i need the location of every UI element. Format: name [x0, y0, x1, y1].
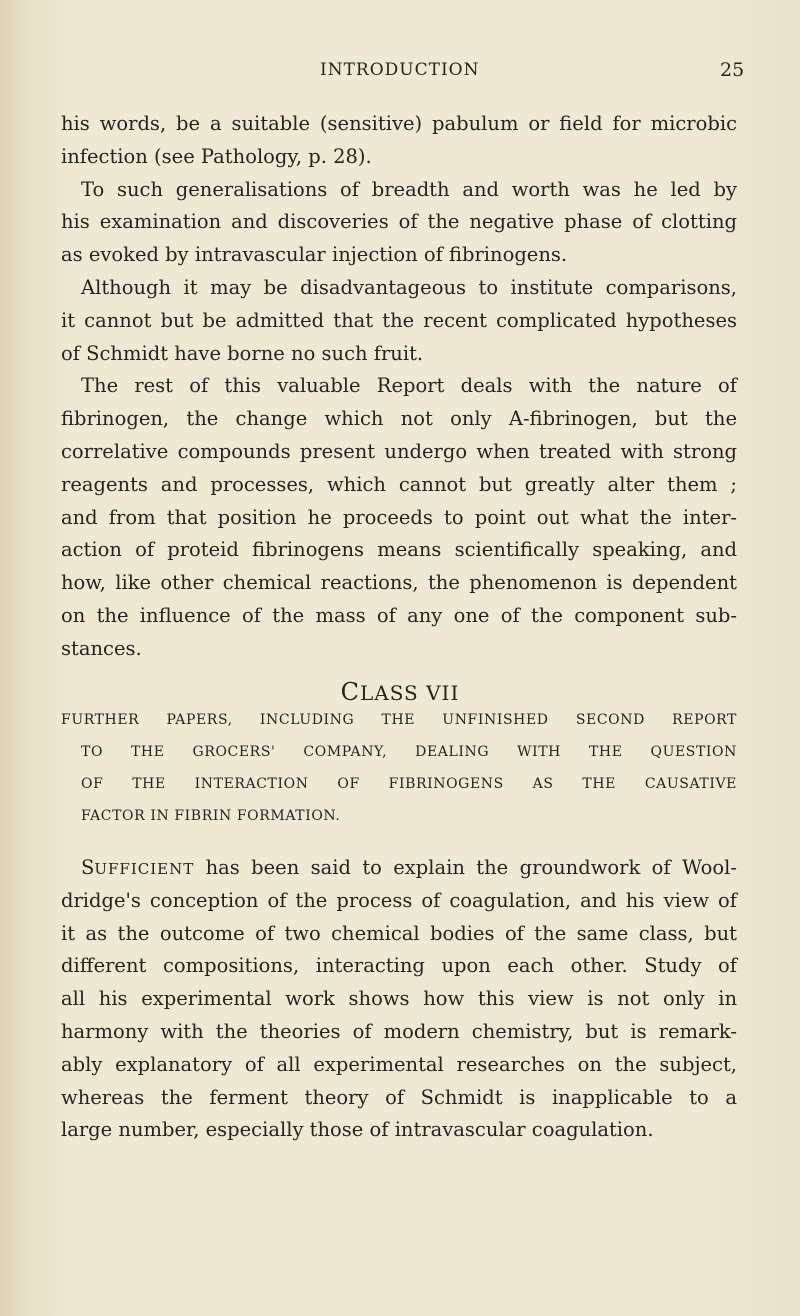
body-text-top: [61, 108, 737, 666]
class-heading: [340, 678, 460, 706]
text-line: whereas the ferment theory of Schmidt is inapplicable to a: [61, 1085, 737, 1109]
text-line-first: [61, 852, 737, 885]
class-heading-initial: C: [340, 678, 360, 706]
text-line: it cannot but be admitted that the recent complicated hypotheses: [61, 308, 737, 332]
class-heading-rest: LASS VII: [359, 681, 460, 705]
subtitle-line: TO THE GROCERS' COMPANY, DEALING WITH THE QUESTION: [81, 744, 737, 760]
text-line: how, like other chemical reactions, the phenomenon is dependent: [61, 571, 737, 595]
text-line: on the influence of the mass of any one of the component sub-: [61, 603, 737, 627]
text-line: infection (see Pathology, p. 28).: [61, 144, 372, 168]
running-head: [0, 60, 800, 84]
text-line: To such generalisations of breadth and worth was he led by: [81, 177, 737, 201]
text-line: stances.: [61, 636, 142, 660]
text-line: as evoked by intravascular injection of fibrinogens.: [61, 243, 568, 267]
text-line: different compositions, interacting upon each other. Study of: [61, 954, 737, 978]
text-line: his examination and discoveries of the negative phase of clotting: [61, 210, 737, 234]
text-line: dridge's conception of the process of coagulation, and his view of: [61, 888, 737, 912]
lead-line-rest: has been said to explain the groundwork of Wool-: [194, 856, 737, 879]
subtitle-line: OF THE INTERACTION OF FIBRINOGENS AS THE CAUSATIVE: [81, 776, 737, 792]
text-line: action of proteid fibrinogens means scientifically speaking, and: [61, 538, 737, 562]
subtitle-line: FURTHER PAPERS, INCLUDING THE UNFINISHED SECOND REPORT: [61, 712, 737, 728]
text-line: large number, especially those of intravascular coagulation.: [61, 1118, 654, 1142]
text-line: correlative compounds present undergo when treated with strong: [61, 439, 737, 463]
text-line: harmony with the theories of modern chemistry, but is remark-: [61, 1019, 737, 1043]
text-line: all his experimental work shows how this view is not only in: [61, 987, 737, 1011]
text-line: The rest of this valuable Report deals with the nature of: [81, 374, 737, 398]
lead-initial: S: [81, 856, 95, 879]
text-line: Although it may be disadvantageous to institute comparisons,: [81, 275, 737, 299]
page-number: 25: [720, 59, 745, 81]
text-line: reagents and processes, which cannot but greatly alter them ;: [61, 472, 737, 496]
lead-small-caps: UFFICIENT: [94, 860, 195, 878]
text-line: and from that position he proceeds to point out what the inter-: [61, 505, 737, 529]
text-line: his words, be a suitable (sensitive) pabulum or field for microbic: [61, 112, 737, 135]
running-title: INTRODUCTION: [320, 60, 480, 80]
text-line: of Schmidt have borne no such fruit.: [61, 341, 424, 365]
section-subtitle: [61, 704, 737, 832]
text-line: ably explanatory of all experimental researches on the subject,: [61, 1052, 737, 1076]
text-line: fibrinogen, the change which not only A-fibrinogen, but the: [61, 407, 737, 431]
text-line: it as the outcome of two chemical bodies of the same class, but: [61, 921, 737, 945]
subtitle-line: FACTOR IN FIBRIN FORMATION.: [81, 808, 341, 824]
section-heading: [0, 678, 800, 706]
body-text-bottom: [61, 852, 737, 1147]
